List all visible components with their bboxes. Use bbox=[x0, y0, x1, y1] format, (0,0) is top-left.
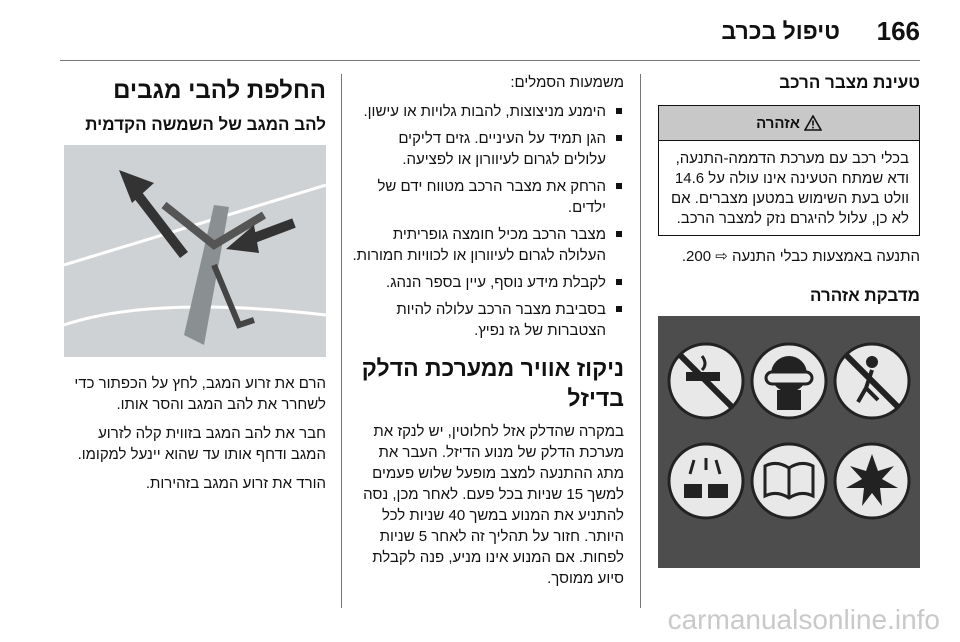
read-manual-icon bbox=[752, 444, 826, 518]
warning-symbols-graphic bbox=[658, 316, 920, 568]
wiper-step-2: חבר את להב המגב בזווית קלה לזרוע המגב ודחף אותו עד שהוא יינעל למקומו. bbox=[77, 425, 326, 463]
list-item: הימנע מניצוצות, להבות גלויות או עישון. bbox=[352, 101, 624, 122]
wiper-replacement-title: החלפת להבי מגבים bbox=[113, 77, 326, 104]
warning-header bbox=[659, 106, 919, 141]
windscreen-wiper-subtitle: להב המגב של השמשה הקדמית bbox=[85, 115, 326, 134]
list-item: מצבר הרכב מכיל חומצה גופריתית העלולה לגרום לעיוורון או לכוויות חמורות. bbox=[352, 224, 624, 266]
battery-charging-column bbox=[652, 64, 920, 568]
wiper-blade-column bbox=[60, 64, 326, 502]
warning-text: בכלי רכב עם מערכת הדממה-התנעה, ודא שמתח הטעינה אינו עולה על 14.6 וולט בעת השימוש במטען מצברים. אם לא כן, עלול להיגרם נזק למצבר הרכב. bbox=[670, 150, 909, 227]
no-smoking-icon bbox=[669, 344, 743, 418]
wiper-step-1: הרם את זרוע המגב, לחץ על הכפתור כדי לשחרר את להב המגב והסר אותו. bbox=[74, 375, 326, 413]
column-divider-left bbox=[341, 74, 342, 608]
warning-label-title: מדבקת אזהרה bbox=[809, 286, 920, 305]
list-item: לקבלת מידע נוסף, עיין בספר הנהג. bbox=[352, 272, 624, 293]
explosive-gas-icon bbox=[835, 444, 909, 518]
warning-label: אזהרה bbox=[756, 114, 800, 132]
wiper-diagram bbox=[64, 145, 326, 357]
symbols-intro: משמעות הסמלים: bbox=[510, 74, 624, 91]
symbol-meaning-column bbox=[352, 64, 624, 597]
symbols-list bbox=[352, 101, 624, 341]
list-item: בסביבת מצבר הרכב עלולה להיות הצטברות של גז נפיץ. bbox=[352, 299, 624, 341]
wiper-step-3: הורד את זרוע המגב בזהירות. bbox=[145, 475, 326, 492]
list-item: הגן תמיד על העיניים. גזים דליקים עלולים לגרום לעיוורון או לפציעה. bbox=[352, 128, 624, 170]
acid-corrosion-icon bbox=[669, 444, 743, 518]
list-item: הרחק את מצבר הרכב מטווח ידם של ילדים. bbox=[352, 176, 624, 218]
eye-protection-icon bbox=[752, 344, 826, 418]
wiper-blade-illustration bbox=[64, 145, 326, 357]
page-header bbox=[0, 0, 960, 62]
warning-triangle-icon bbox=[804, 115, 822, 131]
diesel-bleeding-title: ניקוז אוויר ממערכת הדלק בדיזל bbox=[361, 355, 624, 411]
jump-start-note: התנעה באמצעות כבלי התנעה ⇨ 200. bbox=[681, 248, 920, 265]
battery-warning-label-image bbox=[658, 316, 920, 568]
battery-charging-title: טעינת מצבר הרכב bbox=[779, 73, 920, 92]
watermark-text: carmanualsonline.info bbox=[667, 604, 940, 635]
page-number: 166 bbox=[876, 16, 920, 46]
diesel-bleeding-text: במקרה שהדלק אזל לחלוטין, יש לנקז את מערכת הדלק של מנוע הדיזל. העבר את מתג ההתנעה למצב מופעל שלוש פעמים למשך 15 שניות בכל פעם. לאחר מכן, נסה להתניע את המנוע במשך 40 שניות לכל היותר. חזור על תהליך זה לאחר 5 שניות לפחות. אם המנוע אינו מניע, פנה לקבלת סיוע ממוסך. bbox=[363, 423, 624, 587]
chapter-title: טיפול בכרב bbox=[721, 18, 840, 44]
warning-box bbox=[658, 105, 920, 236]
column-divider-right bbox=[640, 74, 641, 608]
header-divider bbox=[60, 60, 920, 61]
keep-away-children-icon bbox=[835, 344, 909, 418]
